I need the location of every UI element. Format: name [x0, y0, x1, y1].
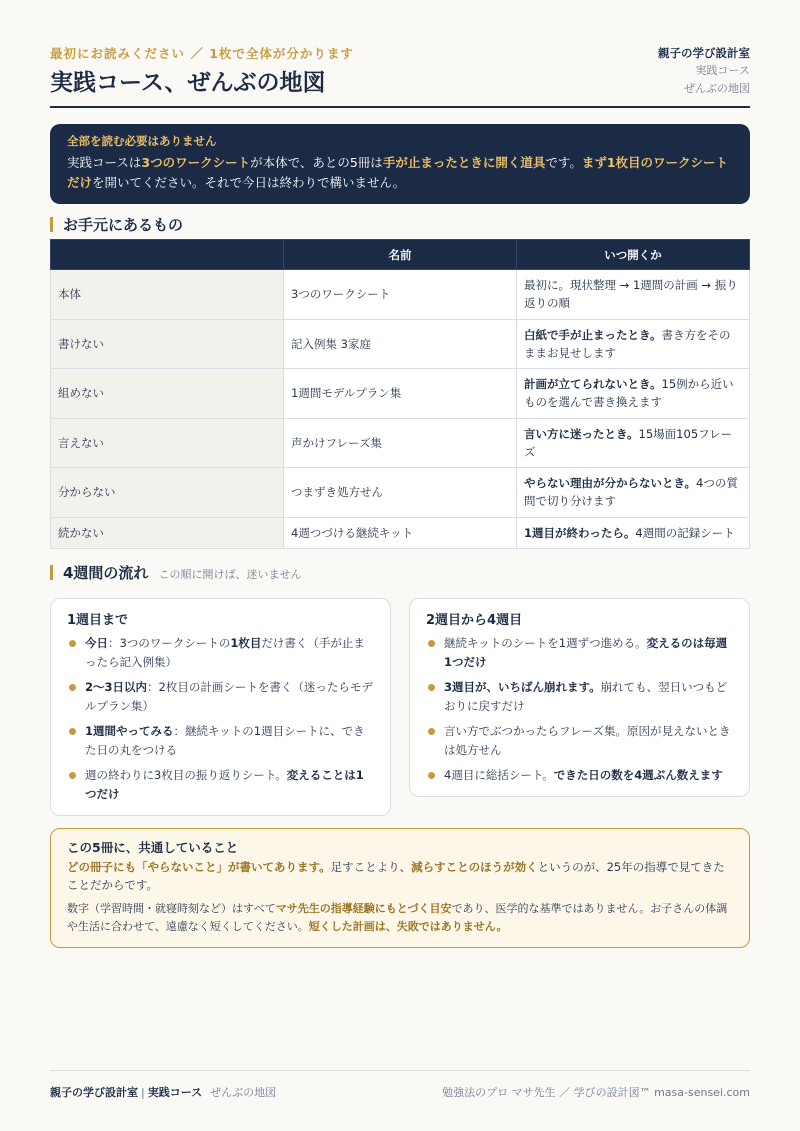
- list-item: [426, 722, 733, 760]
- common-paragraph-1: [67, 858, 733, 894]
- table-row: [51, 418, 750, 468]
- list-item: [67, 766, 374, 804]
- item-bold: できた日の数を4週ぶん数えます: [553, 768, 723, 782]
- row-when-text: 4つの質問で切り分けます: [524, 476, 738, 509]
- row-when: [517, 319, 750, 369]
- common-text: 足すことより、: [330, 860, 412, 874]
- bullet-dot-icon: [428, 772, 435, 779]
- item-bold: 1枚目: [230, 636, 262, 650]
- row-when: [517, 517, 750, 548]
- item-text: 言い方でぶつかったらフレーズ集。原因が見えないときは処方せん: [444, 724, 731, 757]
- section-title: お手元にあるもの: [63, 216, 184, 234]
- item-text: だけ書く（手が止まったら記入例集）: [85, 636, 365, 669]
- row-when-bold: 言い方に迷ったとき。: [524, 426, 639, 441]
- table-header-cell: [51, 240, 284, 270]
- section-accent-bar: [50, 217, 53, 232]
- list-item: [426, 634, 733, 672]
- list-item: [426, 766, 733, 785]
- notice-highlight: 手が止まったときに開く道具: [382, 155, 546, 170]
- footer-brand: 親子の学び設計室: [50, 1086, 138, 1099]
- row-category: 分からない: [51, 468, 284, 518]
- bullet-dot-icon: [69, 728, 76, 735]
- row-category: 本体: [51, 270, 284, 320]
- footer-doc-name: ぜんぶの地図: [210, 1086, 277, 1099]
- row-name: つまずき処方せん: [284, 468, 517, 518]
- brand-course: 実践コース: [695, 64, 750, 77]
- common-text: というのが、25年の指導で見てきたことだからです。: [67, 860, 725, 892]
- row-when: [517, 418, 750, 468]
- item-bold: 3週目が、いちばん崩れます。: [444, 680, 601, 694]
- item-bold: 今日: [85, 636, 108, 650]
- row-name: 1週間モデルプラン集: [284, 369, 517, 419]
- table-row: [51, 270, 750, 320]
- brand-name: 親子の学び設計室: [658, 46, 750, 60]
- row-when: [517, 270, 750, 320]
- section-title: 4週間の流れ: [63, 564, 149, 582]
- row-name: 4週つづける継続キット: [284, 517, 517, 548]
- bullet-dot-icon: [69, 684, 76, 691]
- row-category: 組めない: [51, 369, 284, 419]
- section-header-items: [50, 214, 183, 235]
- week2-4-card: [409, 598, 750, 797]
- common-highlight: マサ先生の指導経験にもとづく目安: [275, 902, 452, 915]
- row-category: 続かない: [51, 517, 284, 548]
- table-row: [51, 319, 750, 369]
- page-header: [50, 42, 750, 108]
- table-row: [51, 468, 750, 518]
- footer-separator: |: [141, 1086, 145, 1099]
- row-category: 書けない: [51, 319, 284, 369]
- common-paragraph-2: [67, 900, 733, 936]
- common-highlight: 短くした計画は、失敗ではありません。: [308, 920, 508, 933]
- page-footer: [50, 1070, 750, 1100]
- bullet-dot-icon: [69, 640, 76, 647]
- item-bold: 変えるのは毎週1つだけ: [444, 636, 728, 669]
- item-text: 4週目に総括シート。: [444, 768, 554, 782]
- row-when-text: 最初に。現状整理 → 1週間の計画 → 振り返りの順: [524, 278, 738, 311]
- row-name: 声かけフレーズ集: [284, 418, 517, 468]
- common-principles-box: [50, 828, 750, 948]
- row-when-text: 4週間の記録シート: [635, 525, 735, 540]
- row-when-bold: やらない理由が分からないとき。: [524, 476, 697, 491]
- page-title: 実践コース、ぜんぶの地図: [50, 70, 326, 96]
- materials-table: [50, 239, 750, 549]
- table-row: [51, 517, 750, 548]
- common-highlight: 減らすことのほうが効く: [411, 860, 538, 874]
- list-item: [426, 678, 733, 716]
- row-when: [517, 369, 750, 419]
- common-text: であり、医学的な基準ではありません。お子さんの体調や生活に合わせて、遠慮なく短くしてください。: [67, 902, 728, 933]
- notice-text: が本体で、あとの5冊は: [250, 155, 383, 170]
- notice-highlight: 3つのワークシート: [141, 155, 251, 170]
- notice-body: [67, 153, 733, 193]
- card-title: 2週目から4週目: [426, 613, 523, 628]
- row-category: 言えない: [51, 418, 284, 468]
- item-bold: 変えることは1つだけ: [85, 768, 364, 801]
- notice-box: [50, 124, 750, 204]
- item-text: ：継続キットの1週目シートに、できた日の丸をつける: [85, 724, 365, 757]
- footer-right: 勉強法のプロ マサ先生 ／ 学びの設計図™ masa-sensei.com: [442, 1086, 750, 1099]
- row-when: [517, 468, 750, 518]
- bullet-dot-icon: [428, 728, 435, 735]
- notice-highlight: まず1枚目のワークシートだけ: [67, 155, 729, 190]
- common-heading: この5冊に、共通していること: [67, 840, 239, 855]
- bullet-dot-icon: [428, 640, 435, 647]
- bullet-dot-icon: [69, 772, 76, 779]
- table-header-cell: 名前: [284, 240, 517, 270]
- notice-text: 実践コースは: [67, 155, 142, 170]
- card-list: [426, 634, 733, 785]
- notice-text: を開いてください。それで今日は終わりで構いません。: [92, 175, 406, 190]
- brand-block: [658, 44, 750, 98]
- footer-left: [50, 1084, 276, 1100]
- row-when-bold: 白紙で手が止まったとき。: [524, 327, 662, 342]
- section-accent-bar: [50, 565, 53, 580]
- row-name: 記入例集 3家庭: [284, 319, 517, 369]
- common-text: 数字（学習時間・就寝時刻など）はすべて: [67, 902, 276, 915]
- row-when-bold: 計画が立てられないとき。: [524, 377, 662, 392]
- item-bold: 1週間やってみる: [85, 724, 174, 738]
- item-text: 崩れても、翌日いつもどおりに戻すだけ: [444, 680, 728, 713]
- section-subtitle: この順に開けば、迷いません: [158, 568, 302, 581]
- footer-course: 実践コース: [147, 1086, 203, 1099]
- card-list: [67, 634, 374, 804]
- brand-doc: ぜんぶの地図: [684, 82, 750, 95]
- item-bold: 2〜3日以内: [85, 680, 148, 694]
- item-text: ：3つのワークシートの: [108, 636, 231, 650]
- row-when-text: 15場面105フレーズ: [524, 426, 733, 459]
- row-name: 3つのワークシート: [284, 270, 517, 320]
- row-when-bold: 1週目が終わったら。: [524, 525, 636, 540]
- list-item: [67, 722, 374, 760]
- table-header-cell: いつ開くか: [517, 240, 750, 270]
- common-highlight: どの冊子にも「やらないこと」が書いてあります。: [67, 860, 331, 874]
- table-row: [51, 369, 750, 419]
- list-item: [67, 678, 374, 716]
- header-kicker: 最初にお読みください ／ 1枚で全体が分かります: [50, 46, 354, 61]
- section-header-flow: [50, 562, 301, 583]
- document-page: [50, 0, 750, 1131]
- bullet-dot-icon: [428, 684, 435, 691]
- item-text: ：2枚目の計画シートを書く（迷ったらモデルプラン集）: [85, 680, 373, 713]
- item-text: 継続キットのシートを1週ずつ進める。: [444, 636, 647, 650]
- row-when-text: 書き方をそのままお見せします: [524, 327, 731, 360]
- card-title: 1週目まで: [67, 613, 129, 628]
- notice-heading: 全部を読む必要はありません: [67, 134, 217, 148]
- notice-text: です。: [545, 155, 582, 170]
- table-header-row: [51, 240, 750, 270]
- item-text: 週の終わりに3枚目の振り返りシート。: [85, 768, 287, 782]
- row-when-text: 15例から近いものを選んで書き換えます: [524, 377, 734, 410]
- list-item: [67, 634, 374, 672]
- week1-card: [50, 598, 391, 816]
